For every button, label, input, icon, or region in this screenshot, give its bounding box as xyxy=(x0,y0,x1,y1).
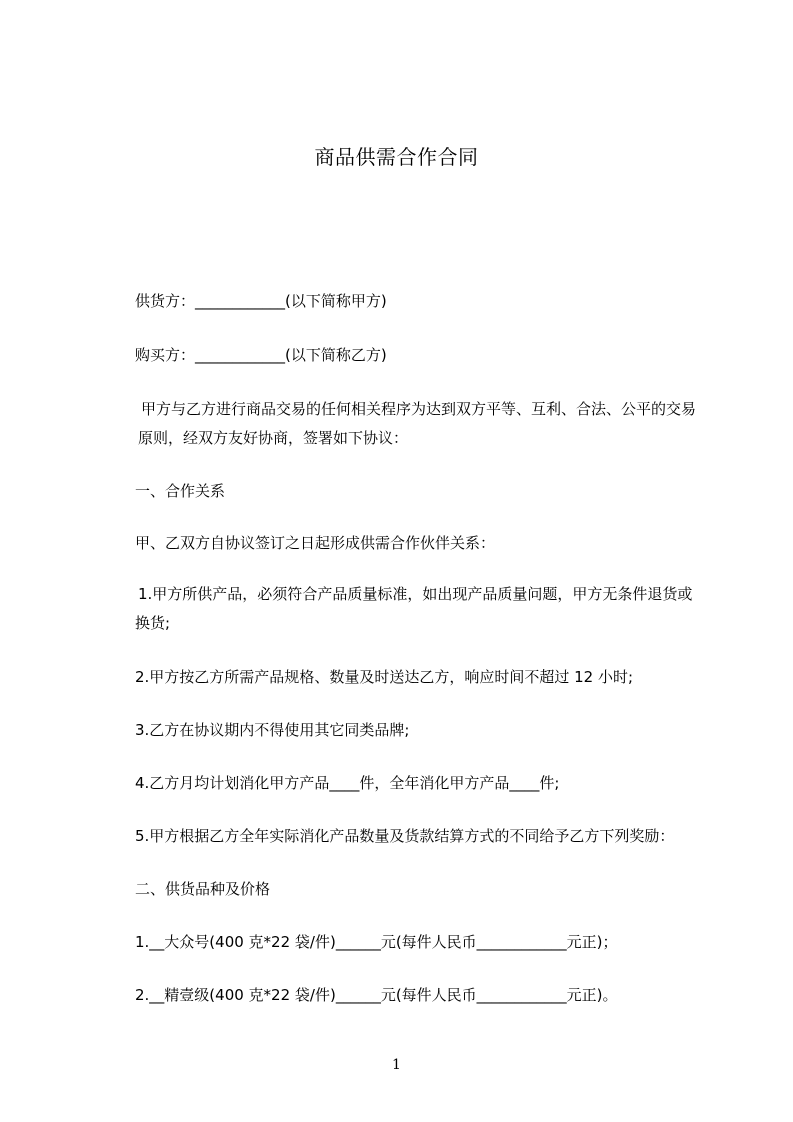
section-1-lead: 甲、乙双方自协议签订之日起形成供需合作伙伴关系： xyxy=(135,534,496,552)
supplier-line: 供货方：____________(以下简称甲方) xyxy=(135,292,387,310)
clause-3: 3.乙方在协议期内不得使用其它同类品牌; xyxy=(135,721,410,739)
page-title: 商品供需合作合同 xyxy=(314,145,479,169)
clause-1: 1.甲方所供产品，必须符合产品质量标准，如出现产品质量问题，甲方无条件退货或换货; xyxy=(135,585,693,632)
buyer-line: 购买方：____________(以下简称乙方) xyxy=(135,346,387,364)
price-item-2: 2.__精壹级(400 克*22 袋/件)______元(每件人民币____________元正)。 xyxy=(135,986,618,1004)
page-number: 1 xyxy=(392,1057,401,1073)
price-item-1: 1.__大众号(400 克*22 袋/件)______元(每件人民币____________元正)； xyxy=(135,933,618,951)
clause-4: 4.乙方月均计划消化甲方产品____件，全年消化甲方产品____件; xyxy=(135,774,560,792)
section-2-heading: 二、供货品种及价格 xyxy=(135,880,271,898)
intro-paragraph: 甲方与乙方进行商品交易的任何相关程序为达到双方平等、互利、合法、公平的交易原则，经双方友好协商，签署如下协议： xyxy=(138,400,697,447)
clause-5: 5.甲方根据乙方全年实际消化产品数量及货款结算方式的不同给予乙方下列奖励： xyxy=(135,827,675,845)
clause-2: 2.甲方按乙方所需产品规格、数量及时送达乙方，响应时间不超过 12 小时; xyxy=(135,668,633,686)
section-1-heading: 一、合作关系 xyxy=(135,482,226,500)
